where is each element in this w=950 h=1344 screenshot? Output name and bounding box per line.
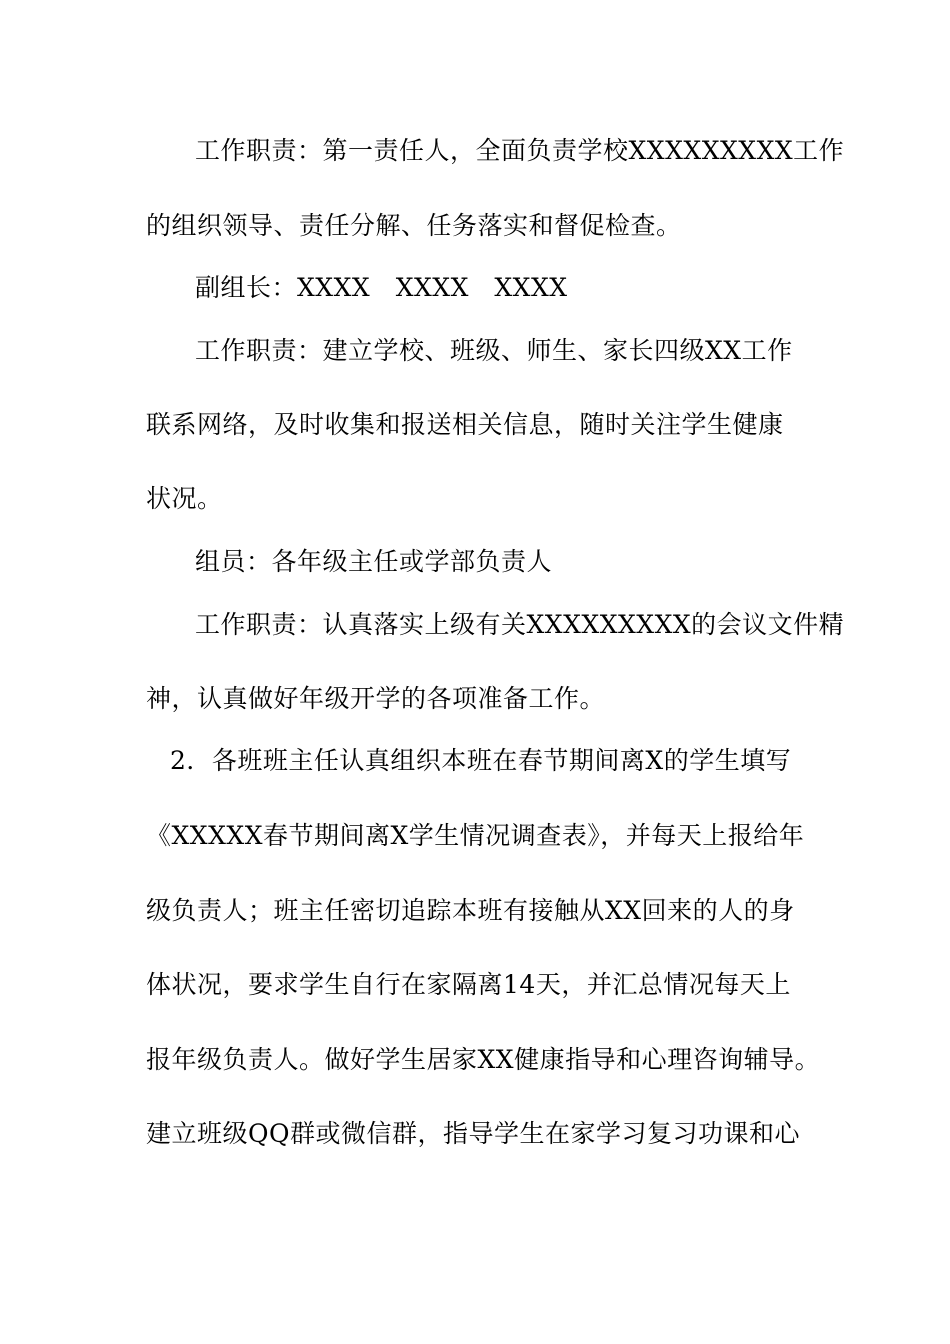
text-line-item2-1: 2．各班班主任认真组织本班在春节期间离X的学生填写	[170, 746, 792, 775]
text-line-deputy-leaders: 副组长：XXXX XXXX XXXX	[195, 273, 568, 302]
text-line-duty-deputy-2: 联系网络，及时收集和报送相关信息，随时关注学生健康	[146, 410, 784, 439]
text-line-item2-6: 建立班级QQ群或微信群，指导学生在家学习复习功课和心	[146, 1119, 800, 1148]
text-line-members: 组员：各年级主任或学部负责人	[195, 547, 553, 576]
text-line-duty-deputy-3: 状况。	[146, 484, 223, 513]
text-line-item2-5: 报年级负责人。做好学生居家XX健康指导和心理咨询辅导。	[146, 1045, 821, 1074]
text-line-item2-2: 《XXXXX春节期间离X学生情况调查表》，并每天上报给年	[146, 821, 805, 850]
text-line-duty-members-1: 工作职责：认真落实上级有关XXXXXXXXX的会议文件精	[195, 610, 845, 639]
text-line-duty-members-2: 神，认真做好年级开学的各项准备工作。	[146, 684, 606, 713]
text-line-duty-leader-1: 工作职责：第一责任人，全面负责学校XXXXXXXXX工作	[195, 136, 845, 165]
text-line-duty-deputy-1: 工作职责：建立学校、班级、师生、家长四级XX工作	[195, 336, 793, 365]
text-line-item2-3: 级负责人；班主任密切追踪本班有接触从XX回来的人的身	[146, 896, 795, 925]
text-line-duty-leader-2: 的组织领导、责任分解、任务落实和督促检查。	[146, 211, 682, 240]
text-line-item2-4: 体状况，要求学生自行在家隔离14天，并汇总情况每天上	[146, 970, 791, 999]
